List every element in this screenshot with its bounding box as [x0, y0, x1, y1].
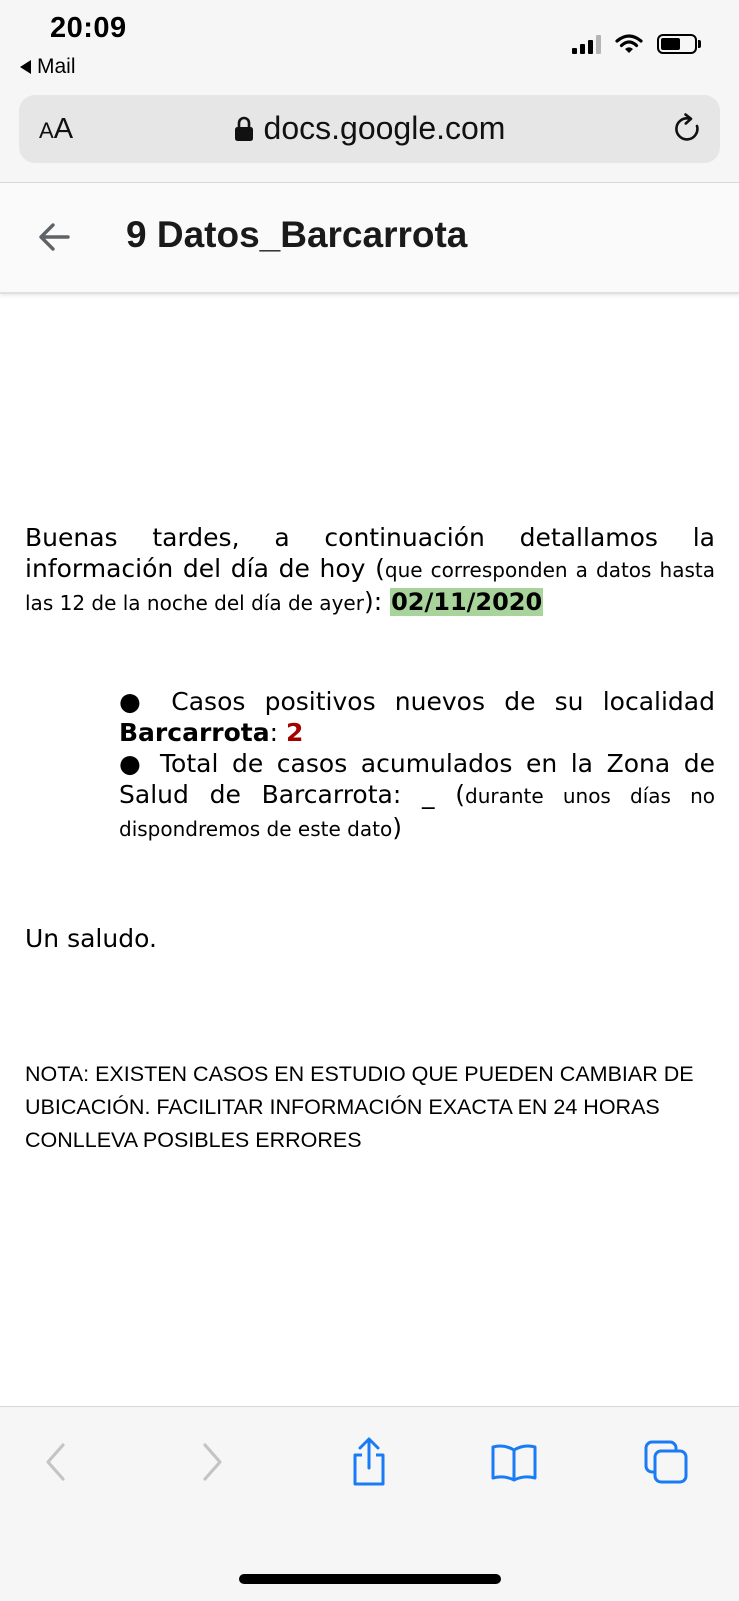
browser-url-area	[0, 90, 739, 183]
document-body	[25, 522, 716, 1152]
share-icon	[349, 1437, 389, 1487]
bullet-list	[119, 686, 715, 845]
list-item: ● Total de casos acumulados en la Zona de Salud de Barcarrota: _ (durante unos días no dispondremos de este dato)	[119, 749, 716, 842]
cellular-signal-icon	[572, 34, 601, 54]
lock-icon	[234, 116, 254, 142]
new-cases-value: 2	[285, 718, 304, 747]
back-button[interactable]	[26, 1437, 86, 1487]
report-date: 02/11/2020	[391, 588, 543, 616]
url-text: docs.google.com	[263, 110, 506, 146]
intro-paragraph: Buenas tardes, a continuación detallamos la información del día de hoy (que corresponden a datos hasta las 12 de la noche del día de ayer): 02/11/2020	[25, 523, 715, 616]
battery-icon	[657, 34, 701, 54]
wifi-icon	[615, 33, 643, 55]
home-indicator[interactable]	[239, 1574, 501, 1584]
bookmarks-icon	[490, 1442, 538, 1482]
forward-icon	[199, 1442, 225, 1482]
closing-text: Un saludo.	[25, 924, 157, 953]
reload-icon[interactable]	[672, 113, 704, 145]
document-header	[0, 183, 739, 294]
tabs-button[interactable]	[636, 1437, 696, 1487]
forward-button[interactable]	[182, 1437, 242, 1487]
share-button[interactable]	[339, 1437, 399, 1487]
back-icon	[43, 1442, 69, 1482]
status-bar	[0, 0, 739, 90]
back-to-mail-link[interactable]	[20, 55, 76, 79]
note-text: NOTA: EXISTEN CASOS EN ESTUDIO QUE PUEDEN CAMBIAR DE UBICACIÓN. FACILITAR INFORMACIÓN EXACTA EN 24 HORAS CONLLEVA POSIBLES ERRORES	[25, 1062, 694, 1152]
bookmarks-button[interactable]	[484, 1437, 544, 1487]
status-time: 20:09	[50, 12, 127, 44]
list-item: ● Casos positivos nuevos de su localidad Barcarrota: 2	[119, 687, 715, 747]
browser-toolbar	[0, 1406, 739, 1601]
text-size-button[interactable]: AA	[39, 113, 74, 145]
back-arrow-icon[interactable]	[36, 219, 72, 255]
address-bar[interactable]	[19, 95, 720, 163]
back-app-label: Mail	[37, 55, 76, 78]
document-title: 9 Datos_Barcarrota	[126, 214, 468, 255]
status-icons	[572, 33, 701, 55]
back-triangle-icon	[20, 60, 31, 74]
tabs-icon	[643, 1439, 689, 1485]
